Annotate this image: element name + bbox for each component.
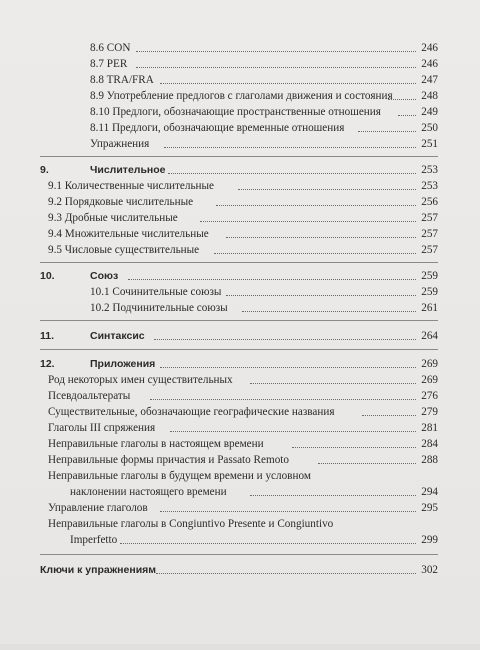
toc-entry[interactable] [0,436,480,452]
section-divider [40,320,438,321]
entry-page: 247 [421,74,438,86]
entry-page: 269 [421,358,438,370]
dot-leader [156,573,416,574]
entry-label: 9.5 Числовые существительные [48,244,200,256]
entry-label: Управление глаголов [48,502,148,514]
toc-entry[interactable] [0,40,480,56]
toc-entry[interactable] [0,484,480,500]
toc-entry[interactable] [0,178,480,194]
entry-label: 9.4 Множительные числительные [48,228,209,240]
toc-entry[interactable] [0,226,480,242]
dot-leader [154,339,416,340]
entry-page: 299 [421,534,438,546]
toc-entry[interactable] [0,210,480,226]
entry-page: 257 [421,228,438,240]
entry-page: 256 [421,196,438,208]
toc-entry[interactable] [0,516,480,532]
page-bottom-edge [0,644,480,650]
entry-label: 10.1 Сочинительные союзы [90,286,222,298]
section-divider [40,262,438,263]
toc-entry[interactable] [0,500,480,516]
toc-entry[interactable] [0,452,480,468]
entry-page: 294 [421,486,438,498]
toc-entry[interactable] [0,72,480,88]
entry-label: Существительные, обозначающие географические названия [48,406,335,418]
entry-page: 261 [421,302,438,314]
entry-page: 284 [421,438,438,450]
entry-label: 8.11 Предлоги, обозначающие временные отношения [90,122,345,134]
entry-label: Род некоторых имен существительных [48,374,233,386]
entry-page: 264 [421,330,438,342]
entry-page: 246 [421,42,438,54]
toc-chapter-10[interactable] [0,268,480,284]
toc-entry[interactable] [0,372,480,388]
dot-leader [136,51,416,52]
section-divider [40,156,438,157]
dot-leader [226,237,416,238]
entry-page: 249 [421,106,438,118]
dot-leader [164,147,416,148]
toc-entry[interactable] [0,388,480,404]
dot-leader [128,279,416,280]
dot-leader [200,221,416,222]
entry-page: 288 [421,454,438,466]
dot-leader [216,205,416,206]
dot-leader [238,189,416,190]
chapter-number: 10. [40,270,55,282]
toc-entry[interactable] [0,420,480,436]
toc-entry[interactable] [0,300,480,316]
section-divider [40,554,438,555]
entry-page: 250 [421,122,438,134]
toc-entry[interactable] [0,120,480,136]
entry-label: 8.7 PER [90,58,128,70]
chapter-number: 11. [40,330,55,342]
keys-title: Ключи к упражнениям [40,564,157,576]
entry-page: 259 [421,286,438,298]
dot-leader [120,543,416,544]
toc-entry[interactable] [0,56,480,72]
section-divider [40,349,438,350]
entry-page: 257 [421,244,438,256]
chapter-number: 9. [40,164,49,176]
toc-chapter-12[interactable] [0,356,480,372]
dot-leader [170,431,416,432]
entry-page: 248 [421,90,438,102]
dot-leader [250,383,416,384]
chapter-title: Приложения [90,358,156,370]
entry-page: 253 [421,180,438,192]
entry-label: наклонении настоящего времени [70,486,227,498]
dot-leader [226,295,416,296]
dot-leader [318,463,416,464]
entry-label: Глаголы III спряжения [48,422,156,434]
toc-chapter-11[interactable] [0,328,480,344]
toc-entry[interactable] [0,468,480,484]
entry-label: 9.2 Порядковые числительные [48,196,194,208]
entry-page: 279 [421,406,438,418]
entry-label: Неправильные глаголы в Congiuntivo Presente и Congiuntivo [48,518,334,530]
entry-page: 257 [421,212,438,224]
entry-page: 295 [421,502,438,514]
chapter-title: Синтаксис [90,330,145,342]
entry-page: 269 [421,374,438,386]
dot-leader [358,131,416,132]
dot-leader [214,253,416,254]
entry-page: 281 [421,422,438,434]
entry-page: 253 [421,164,438,176]
dot-leader [250,495,416,496]
entry-label: 10.2 Подчинительные союзы [90,302,228,314]
entry-label: Неправильные глаголы в настоящем времени [48,438,264,450]
entry-page: 246 [421,58,438,70]
dot-leader [242,311,416,312]
entry-label: Упражнения [90,138,150,150]
toc-entry[interactable] [0,532,480,548]
toc-entry[interactable] [0,194,480,210]
entry-page: 276 [421,390,438,402]
toc-entry[interactable] [0,136,480,152]
dot-leader [168,173,416,174]
dot-leader [150,399,416,400]
toc-entry[interactable] [0,404,480,420]
toc-entry[interactable] [0,242,480,258]
entry-label: 8.10 Предлоги, обозначающие пространственные отношения [90,106,381,118]
toc-entry[interactable] [0,88,480,104]
entry-page: 259 [421,270,438,282]
entry-label: 8.8 TRA/FRA [90,74,154,86]
entry-label: Imperfetto [70,534,118,546]
toc-keys[interactable] [0,562,480,578]
toc-entry[interactable] [0,104,480,120]
dot-leader [292,447,416,448]
dot-leader [160,511,416,512]
dot-leader [160,367,416,368]
entry-label: Неправильные глаголы в будущем времени и условном [48,470,311,482]
entry-label: 9.1 Количественные числительные [48,180,215,192]
dot-leader [388,99,416,100]
chapter-title: Союз [90,270,119,282]
entry-page: 302 [421,564,438,576]
entry-label: 8.9 Употребление предлогов с глаголами движения и состояния [90,90,393,102]
dot-leader [136,67,416,68]
dot-leader [362,415,416,416]
entry-label: Псевдоальтераты [48,390,131,402]
dot-leader [398,115,416,116]
entry-label: 8.6 CON [90,42,131,54]
toc-entry[interactable] [0,284,480,300]
entry-label: 9.3 Дробные числительные [48,212,178,224]
entry-page: 251 [421,138,438,150]
dot-leader [160,83,416,84]
chapter-title: Числительное [90,164,166,176]
toc-chapter-9[interactable] [0,162,480,178]
entry-label: Неправильные формы причастия и Passato Remoto [48,454,289,466]
chapter-number: 12. [40,358,55,370]
